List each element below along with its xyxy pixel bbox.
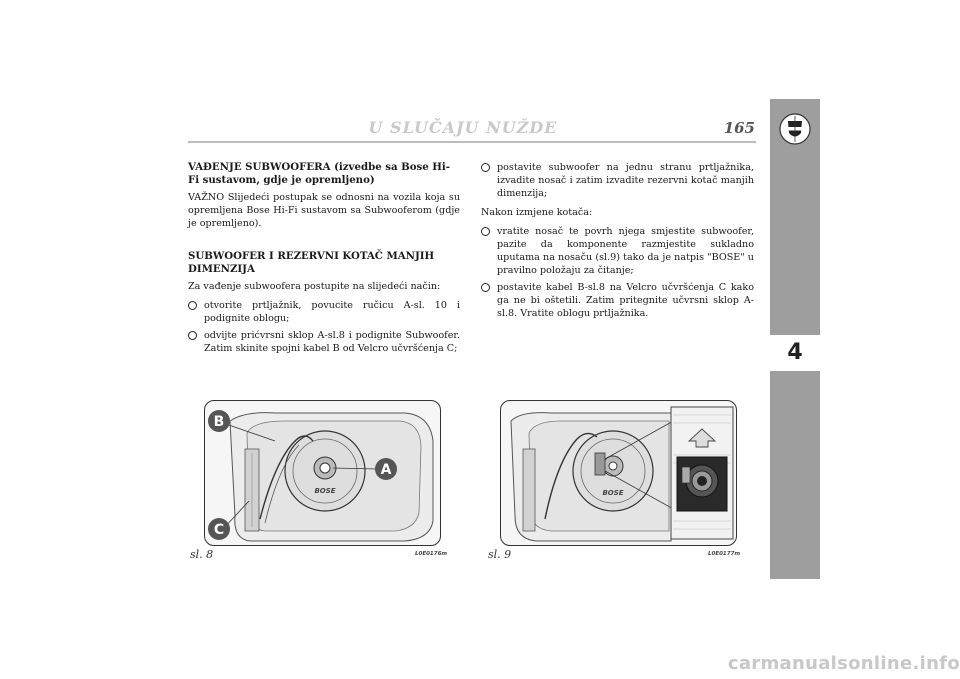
bullet-item: vratite nosač te povrh njega smjestite subwoofer, pazite da komponente razmjestite sukladno uputama na nosaču (sl.9) tako da je natpis "BOSE" u pravilno položaju za čitanje; [481,225,754,277]
section-heading-subwoofer-removal: VAĐENJE SUBWOOFERA (izvedbe sa Bose Hi-Fi sustavom, gdje je opremljeno) [188,161,451,186]
bullet-circle-icon [481,227,490,236]
lancia-shield-icon [779,113,811,145]
bullet-item: odvijte prićvrsni sklop A-sl.8 i podignite Subwoofer. Zatim skinite spojni kabel B od Velcro učvršćenja C; [188,329,460,355]
left-column [188,161,460,359]
important-note: VAŽNO Slijedeći postupak se odnosni na vozila koja su opremljena Bose Hi-Fi sustavom sa Subwooferom (gdje je opremljeno). [188,192,460,229]
figure-8-brand-text: BOSE [314,487,336,495]
bullet-item: otvorite prtljažnik, povucite ručicu A-sl. 10 i podignite oblogu; [188,299,460,325]
figure-9-caption: sl. 9 [488,548,512,561]
side-tab [770,99,820,579]
page-number: 165 [723,119,755,137]
right-column [481,161,754,324]
bullet-circle-icon [188,331,197,340]
figure-9-brand-text: BOSE [602,489,624,497]
intro-paragraph: Za vađenje subwoofera postupite na slijedeći način: [188,281,441,292]
bullet-circle-icon [188,301,197,310]
page-header-title: U SLUČAJU NUŽDE [368,118,558,137]
callout-label-b: B [213,414,225,430]
callout-label-a: A [380,462,392,478]
callout-label-c: C [213,522,225,538]
chapter-number: 4 [770,335,820,371]
figure-9-code: L0E0177m [708,551,741,557]
watermark: carmanualsonline.info [727,653,960,674]
figure-8-caption: sl. 8 [190,548,214,561]
figure-9 [500,400,738,547]
figure-8-illustration [205,401,440,545]
header-rule [188,141,756,143]
bullet-item: postavite subwoofer na jednu stranu prtljažnika, izvadite nosač i zatim izvadite rezervni kotač manjih dimenzija; [481,161,754,200]
bullet-circle-icon [481,283,490,292]
bullet-item: postavite kabel B-sl.8 na Velcro učvršćenja C kako ga ne bi oštetili. Zatim pritegnite učvrsni sklop A-sl.8. Vratite oblogu prtljažnika. [481,281,754,320]
bullet-circle-icon [481,163,490,172]
figure-9-illustration [501,401,736,545]
figure-8-code: L0E0176m [415,551,448,557]
after-change-paragraph: Nakon izmjene kotača: [481,207,593,218]
section-heading-spare-wheel: SUBWOOFER I REZERVNI KOTAČ MANJIH DIMENZIJA [188,250,435,275]
figure-8 [204,400,442,547]
